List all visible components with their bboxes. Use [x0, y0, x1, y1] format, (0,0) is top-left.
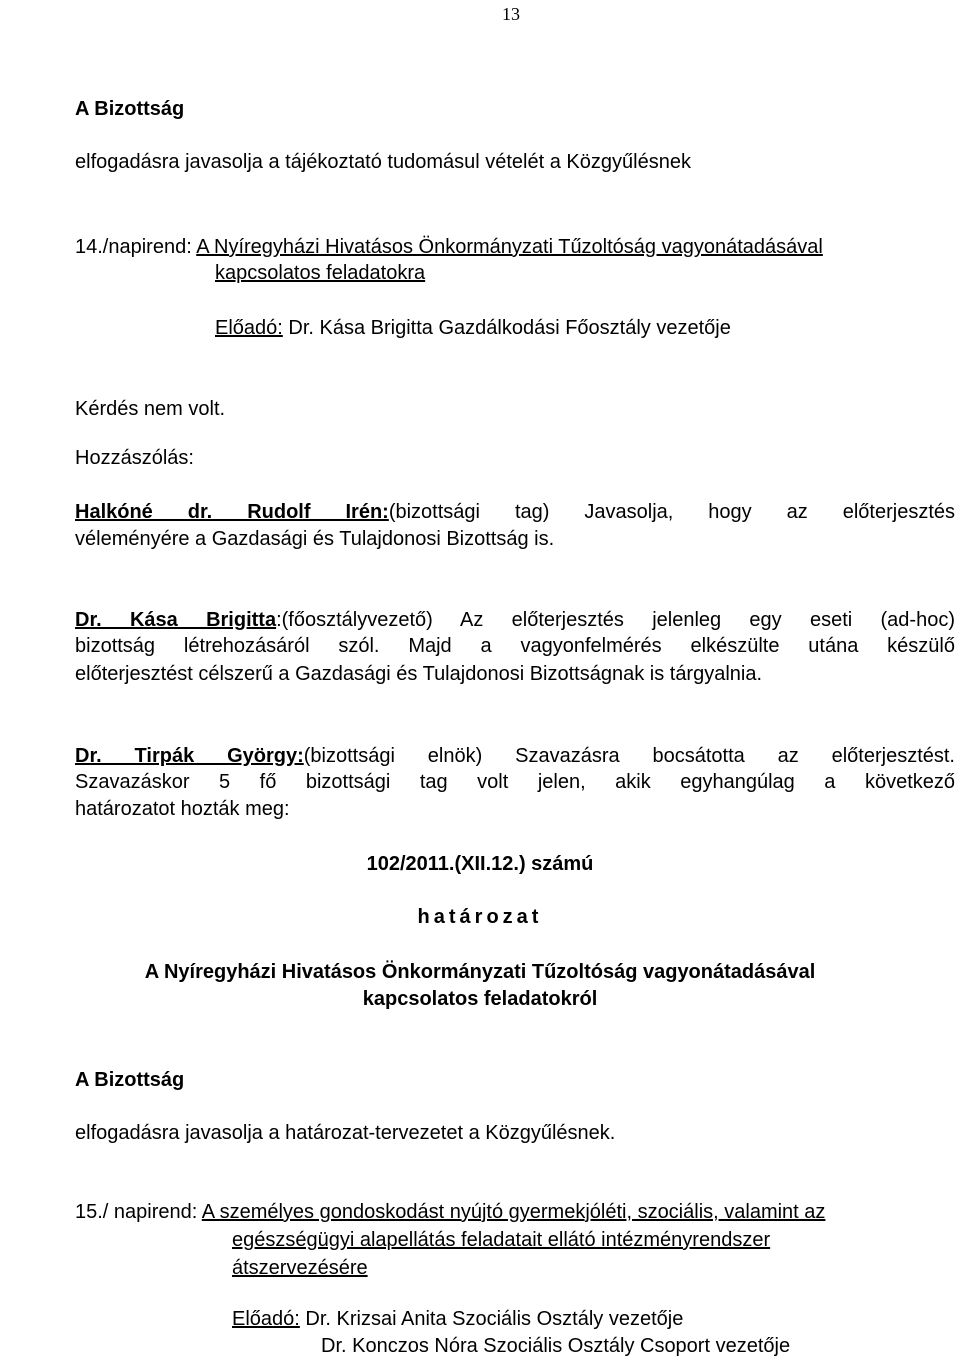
- resolution-word: határozat: [417, 906, 543, 928]
- speech1-line1: [75, 500, 955, 524]
- item15-line1: [75, 1200, 825, 1224]
- item14-line1: [75, 235, 823, 259]
- section1-line: elfogadásra javasolja a tájékoztató tudomásul vételét a Közgyűlésnek: [75, 151, 691, 173]
- item14-presenter: [215, 316, 731, 340]
- item15-presenter1: [232, 1307, 683, 1331]
- no-question: Kérdés nem volt.: [75, 398, 226, 420]
- item14-title-line1: A Nyíregyházi Hivatásos Önkormányzati Tűzoltóság vagyonátadásával: [196, 236, 823, 258]
- section2-heading: A Bizottság: [75, 1069, 185, 1091]
- speech2-text: :(főosztályvezető) Az előterjesztés jelenleg egy eseti (ad-hoc): [276, 609, 955, 631]
- item15-title-line1: A személyes gondoskodást nyújtó gyermekjóléti, szociális, valamint az: [201, 1201, 826, 1223]
- item15-presenter1-name: Dr. Krizsai Anita Szociális Osztály vezetője: [299, 1308, 684, 1330]
- speech2-line1: [75, 608, 955, 632]
- item14-label: 14./napirend:: [75, 236, 197, 258]
- item15-presenter-label: Előadó:: [232, 1308, 300, 1330]
- speech1-text: (bizottsági tag) Javasolja, hogy az előterjesztés: [388, 501, 955, 523]
- speech3-line3: határozatot hozták meg:: [75, 798, 290, 820]
- speech3-name: Dr. Tirpák György:: [75, 745, 304, 767]
- item15-presenter2: Dr. Konczos Nóra Szociális Osztály Csoport vezetője: [321, 1335, 791, 1357]
- speech2-line2: bizottság létrehozásáról szól. Majd a vagyonfelmérés elkészülte utána készülő: [75, 635, 955, 657]
- resolution-number: 102/2011.(XII.12.) számú: [366, 853, 594, 875]
- item15-label: 15./ napirend:: [75, 1201, 202, 1223]
- page-number: 13: [502, 4, 520, 24]
- speech3-text: (bizottsági elnök) Szavazásra bocsátotta az előterjesztést.: [303, 745, 955, 767]
- item14-title-line2: kapcsolatos feladatokra: [215, 262, 426, 284]
- item15-title-line3: átszervezésére: [232, 1257, 368, 1279]
- speech1-name: Halkóné dr. Rudolf Irén:: [75, 501, 389, 523]
- item15-title-line2: egészségügyi alapellátás feladatait ellátó intézményrendszer: [232, 1229, 771, 1251]
- speech1-line2: véleményére a Gazdasági és Tulajdonosi Bizottság is.: [75, 528, 555, 550]
- section2-line: elfogadásra javasolja a határozat-tervezetet a Közgyűlésnek.: [75, 1122, 616, 1144]
- section1-heading: A Bizottság: [75, 98, 185, 120]
- speech3-line1: [75, 744, 955, 768]
- item14-presenter-label: Előadó:: [215, 317, 283, 339]
- speech3-line2: Szavazáskor 5 fő bizottsági tag volt jelen, akik egyhangúlag a következő: [75, 771, 955, 793]
- speech2-name: Dr. Kása Brigitta: [75, 609, 277, 631]
- resolution-title-line1: A Nyíregyházi Hivatásos Önkormányzati Tűzoltóság vagyonátadásával: [144, 961, 816, 983]
- comments-label: Hozzászólás:: [75, 447, 194, 469]
- resolution-title-line2: kapcsolatos feladatokról: [362, 988, 598, 1010]
- item14-presenter-name: Dr. Kása Brigitta Gazdálkodási Főosztály vezetője: [282, 317, 731, 339]
- speech2-line3: előterjesztést célszerű a Gazdasági és Tulajdonosi Bizottságnak is tárgyalnia.: [75, 663, 763, 685]
